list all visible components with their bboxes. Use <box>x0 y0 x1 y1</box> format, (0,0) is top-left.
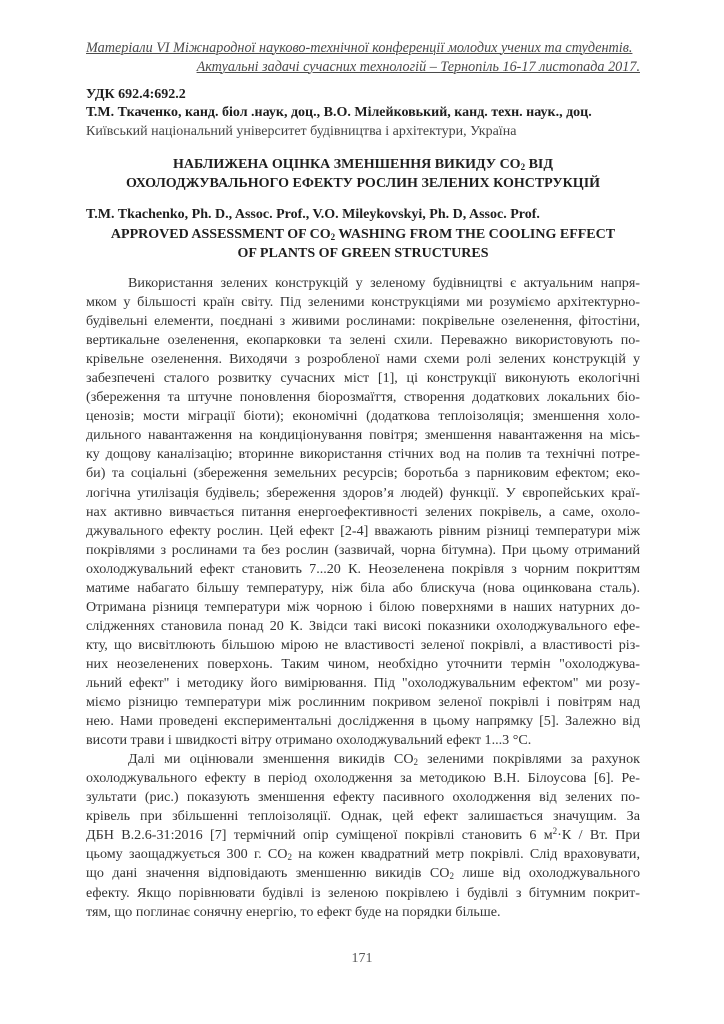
running-header-line-1: Матеріали VI Міжнародної науково-технічної конференції молодих учених та студентів. <box>86 40 633 56</box>
page-number: 171 <box>351 951 373 966</box>
text-line: дильного навантаження на кондиціонування повітря; зменшення навантаження на місь- <box>86 427 640 444</box>
text-line: зультати (рис.) показують зменшення ефекту пасивного охолодження від зелених по- <box>86 789 640 806</box>
authors-ukrainian: Т.М. Ткаченко, канд. біол .наук, доц., В.О. Мілейковький, канд. техн. наук., доц. <box>86 105 592 120</box>
title-ukrainian <box>86 155 640 193</box>
title-english-line-2: OF PLANTS OF GREEN STRUCTURES <box>237 246 489 261</box>
running-header-line-2: Актуальні задачі сучасних технологій – Тернопіль 16-17 листопада 2017. <box>196 59 640 75</box>
paragraph-1 <box>86 274 640 750</box>
text-line: тям, що поглинає сонячну енергію, то ефект буде на порядки більше. <box>86 903 501 920</box>
text-line: міємо різницю температури між рослинним покривом зеленої покрівлі і повітрям над <box>86 694 640 711</box>
title-english <box>86 225 640 263</box>
title-ukrainian-line-2: ОХОЛОДЖУВАЛЬНОГО ЕФЕКТУ РОСЛИН ЗЕЛЕНИХ КОНСТРУКЦІЙ <box>125 176 601 191</box>
text-line: Далі ми оцінювали зменшення викидів $СО_2$ зеленими покрівлями за рахунок <box>128 751 640 768</box>
text-line: логічна утилізація будівель; збереження здоров’я людей) функції. У європейських краї- <box>86 484 640 501</box>
text-line: Отримана різниця температури між чорною і білою поверхнями в наших натурних до- <box>86 598 640 615</box>
text-line: кту, що висвітлюють більшою мірою не властивості зеленої покрівлі, а властивості різ- <box>86 636 640 653</box>
text-line: що дані значення відповідають зменшенню викидів $СО_2$ лише від охолоджувального <box>86 865 640 882</box>
title-ukrainian-line-1: НАБЛИЖЕНА ОЦІНКА ЗМЕНШЕННЯ ВИКИДУ $СО_2$ ВІД <box>173 157 553 172</box>
paragraph-2 <box>86 750 640 921</box>
text-line: Використання зелених конструкцій у зеленому будівництві є актуальним напря- <box>128 275 640 291</box>
text-line: ценозів; мости міграції біоти); економічні (додаткова теплоізоляція; зменшення холо- <box>86 408 640 425</box>
authors-english: T.M. Tkachenko, Ph. D., Assoc. Prof., V.O. Mileykovskyi, Ph. D, Assoc. Prof. <box>86 207 540 222</box>
text-line: би) та соціальні (збереження земельних ресурсів; боротьба з парниковим ефектом; еко- <box>86 465 640 482</box>
text-line: мком у більшості країн світу. Під зеленими конструкціями ми розуміємо архітектурно- <box>86 294 640 311</box>
text-line: слідженнях становила понад 20 К. Звідси такі високі показники охолоджувального ефе- <box>86 617 640 634</box>
text-line: вертикальне озеленення, екопарковки та зелені схили. Переважно використовують по- <box>86 332 640 349</box>
text-line: них неозеленених поверхонь. Таким чином, необхідно уточнити термін "охолоджува- <box>86 655 640 672</box>
text-line: ефекту. Якщо порівнювати будівлі із зеленою покрівлею і будівлі з бітумним покрит- <box>86 884 640 901</box>
text-line: висоти трави і швидкості вітру отримано охолоджувальний ефект 1...3 °С. <box>86 732 532 749</box>
text-line: льний ефект" і методику його вимірювання. Під "охолоджувальним ефектом" ми розу- <box>86 674 640 691</box>
text-line: ДБН В.2.6-31:2016 [7] термічний опір суміщеної покрівлі становить 6 $м^2\cdot К$ / Вт. При <box>86 826 640 844</box>
text-line: покрівлями з рослинами та без рослин (зазвичай, чорна бітумна). При цьому отриманий <box>86 541 640 558</box>
text-line: нах активно вивчається питання енергоефективності зелених покрівель, а саме, охоло- <box>86 503 640 520</box>
udk-code: УДК 692.4:692.2 <box>86 87 186 102</box>
text-line: матиме набагато більшу температуру, ніж біла або блискуча (нова оцинкована сталь). <box>86 579 640 596</box>
text-line: джувального ефекту рослин. Цей ефект [2-4] вважають рівним різниці температури між <box>86 522 640 539</box>
text-line: охолоджувального ефекту в період охолодження за методикою В.Н. Білоусова [6]. Ре- <box>86 770 640 787</box>
text-line: будівельні елементи, поєднані з живими рослинами: покрівельне озеленення, фітостіни, <box>86 313 640 330</box>
body-text <box>86 274 640 922</box>
text-line: цьому заощаджується 300 г. $СО_2$ на кожен квадратний метр покрівлі. Слід враховувати, <box>86 846 640 863</box>
text-line: охолоджувальний ефект становить 7...20 К. Неозеленена покрівля з чорним покриттям <box>86 560 640 577</box>
text-line: ку дощову каналізацію; вторинне використання стічних вод на полив та технічні потре- <box>86 446 640 463</box>
text-line: забезпечені сталого розвитку сучасних міст [1], ці конструкції виконують екологічні <box>86 370 640 387</box>
text-line: крівель при збільшенні теплоізоляції. Однак, цей ефект залишається значущим. За <box>86 808 640 825</box>
affiliation: Київський національний університет будівництва і архітектури, Україна <box>86 124 517 139</box>
text-line: (збереження та штучне поновлення біорозмаїття, створення додаткових локальних біо- <box>86 389 640 406</box>
title-english-line-1: APPROVED ASSESSMENT OF $CO_2$ WASHING FROM THE COOLING EFFECT <box>110 227 616 242</box>
text-line: нею. Нами проведені експериментальні дослідження в цьому напрямку [5]. Залежно від <box>86 713 640 730</box>
text-line: крівельне озеленення. Виходячи з розробленої нами схеми ролі зелених конструкцій у <box>86 351 640 368</box>
